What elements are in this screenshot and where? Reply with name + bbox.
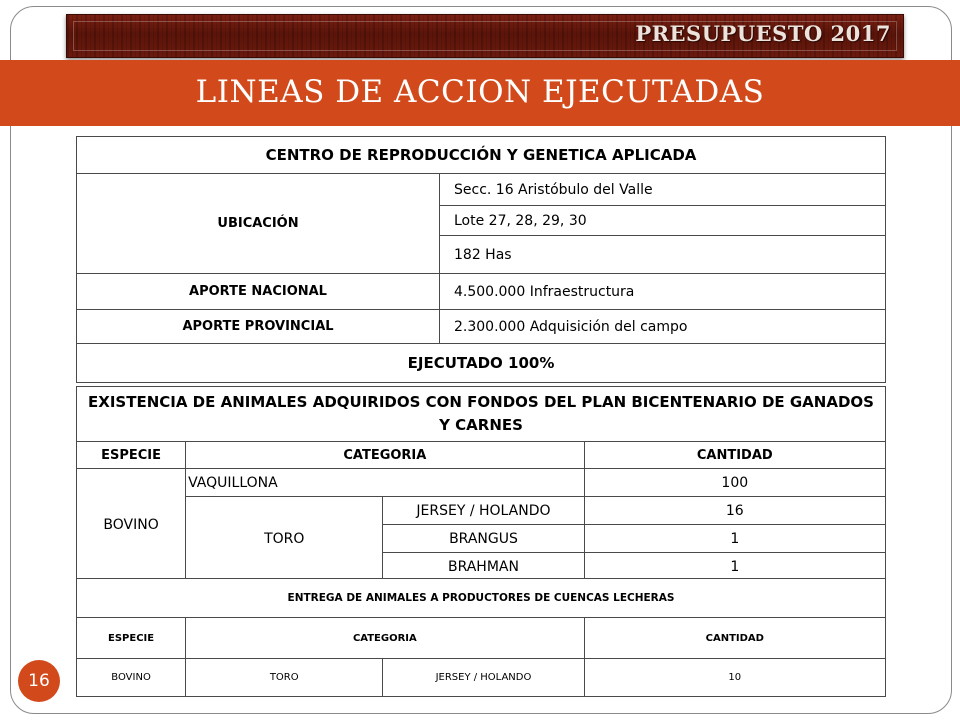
location-value-3: 182 Has [440, 236, 886, 274]
provincial-contribution-label: APORTE PROVINCIAL [77, 310, 440, 344]
location-value-2: Lote 27, 28, 29, 30 [440, 206, 886, 236]
qty-brangus: 1 [584, 525, 885, 553]
animals-table [76, 386, 886, 581]
species-bovino: BOVINO [77, 469, 186, 581]
executed-status: EJECUTADO 100% [77, 344, 886, 383]
main-title: LINEAS DE ACCION EJECUTADAS [195, 74, 765, 110]
delivery-qty: 10 [584, 659, 885, 697]
delivery-col-species: ESPECIE [77, 618, 186, 659]
location-label: UBICACIÓN [77, 174, 440, 274]
qty-brahman: 1 [584, 553, 885, 581]
delivery-table-title: ENTREGA DE ANIMALES A PRODUCTORES DE CUENCAS LECHERAS [77, 579, 886, 618]
animals-table-title: EXISTENCIA DE ANIMALES ADQUIRIDOS CON FONDOS DEL PLAN BICENTENARIO DE GANADOS Y CARNES [77, 387, 886, 442]
center-table-title: CENTRO DE REPRODUCCIÓN Y GENETICA APLICADA [77, 137, 886, 174]
breed-brangus: BRANGUS [383, 525, 584, 553]
col-quantity: CANTIDAD [584, 442, 885, 469]
category-bull: TORO [186, 497, 383, 581]
national-contribution-value: 4.500.000 Infraestructura [440, 274, 886, 310]
title-banner [0, 60, 960, 126]
national-contribution-label: APORTE NACIONAL [77, 274, 440, 310]
delivery-col-category: CATEGORIA [186, 618, 584, 659]
center-table [76, 136, 886, 383]
category-heifer: VAQUILLONA [186, 469, 584, 497]
budget-title: PRESUPUESTO 2017 [635, 21, 891, 46]
col-category: CATEGORIA [186, 442, 584, 469]
delivery-species: BOVINO [77, 659, 186, 697]
provincial-contribution-value: 2.300.000 Adquisición del campo [440, 310, 886, 344]
breed-jersey-holando: JERSEY / HOLANDO [383, 497, 584, 525]
col-species: ESPECIE [77, 442, 186, 469]
breed-brahman: BRAHMAN [383, 553, 584, 581]
location-value-1: Secc. 16 Aristóbulo del Valle [440, 174, 886, 206]
header-wood-bar [66, 14, 904, 58]
page-number-badge: 16 [18, 660, 60, 702]
delivery-category: TORO [186, 659, 383, 697]
delivery-breed: JERSEY / HOLANDO [383, 659, 584, 697]
delivery-col-quantity: CANTIDAD [584, 618, 885, 659]
qty-jersey-holando: 16 [584, 497, 885, 525]
delivery-table [76, 578, 886, 697]
qty-heifer: 100 [584, 469, 885, 497]
